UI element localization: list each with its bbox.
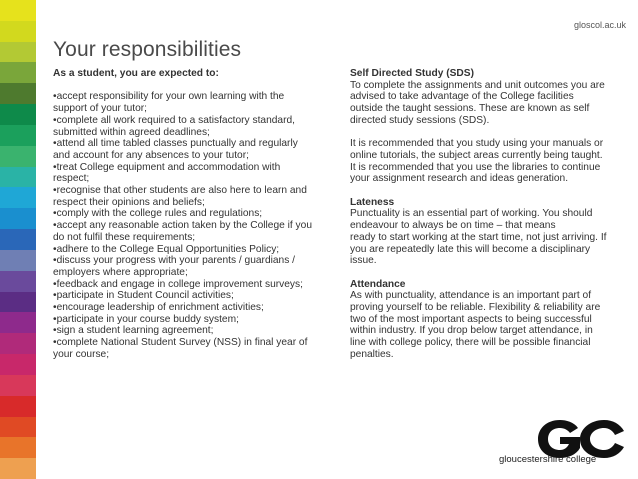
color-stripe: [0, 104, 36, 125]
responsibility-line: respect;: [53, 173, 90, 185]
color-stripe: [0, 187, 36, 208]
responsibilities-list: [53, 91, 331, 360]
color-stripe: [0, 375, 36, 396]
color-stripe: [0, 42, 36, 63]
color-stripe-bar: [0, 0, 36, 479]
color-stripe: [0, 292, 36, 313]
study-policies-column: [350, 68, 622, 361]
responsibility-line: support of your tutor;: [53, 103, 148, 115]
responsibility-line: •participate in your course buddy system;: [53, 313, 239, 325]
attendance-heading: Attendance: [350, 278, 406, 290]
color-stripe: [0, 333, 36, 354]
paragraph-line: outside the taught sessions. These are known as self: [350, 103, 590, 115]
responsibility-line: •sign a student learning agreement;: [53, 325, 214, 337]
color-stripe: [0, 437, 36, 458]
paragraph-line: It is recommended that you study using your manuals or: [350, 138, 604, 150]
site-url: gloscol.ac.uk: [573, 20, 626, 30]
paragraph-line: ready to start working at the start time, not just arriving. If: [350, 231, 607, 243]
responsibility-line: your course;: [53, 348, 110, 360]
responsibility-line: and account for any absences to your tutor;: [53, 149, 249, 161]
color-stripe: [0, 354, 36, 375]
responsibility-line: •discuss your progress with your parents / guardians /: [53, 255, 295, 267]
paragraph-line: online tutorials, the subject areas currently being taught.: [350, 149, 603, 161]
responsibility-line: employers where appropriate;: [53, 266, 188, 278]
paragraph-line: Punctuality is an essential part of working. You should: [350, 208, 593, 220]
sds-paragraph-2: [350, 138, 622, 185]
paragraph-line: within industry. If you drop below target attendance, in: [350, 325, 593, 337]
paragraph-line: two of the most important aspects to being successful: [350, 313, 592, 325]
paragraph-line: advised to take advantage of the College facilities: [350, 91, 574, 103]
paragraph-line: directed study sessions (SDS).: [350, 114, 490, 126]
color-stripe: [0, 458, 36, 479]
responsibility-line: •accept responsibility for your own learning with the: [53, 91, 285, 103]
paragraph-line: your assignment research and ideas generation.: [350, 173, 569, 185]
responsibility-line: •encourage leadership of enrichment activities;: [53, 302, 264, 314]
paragraph-line: line with college policy, there will be possible financial: [350, 337, 591, 349]
responsibility-line: •attend all time tabled classes punctually and regularly: [53, 138, 298, 150]
color-stripe: [0, 83, 36, 104]
responsibility-line: •comply with the college rules and regulations;: [53, 208, 263, 220]
responsibility-line: •complete National Student Survey (NSS) in final year of: [53, 337, 308, 349]
responsibility-line: •feedback and engage in college improvement surveys;: [53, 278, 303, 290]
paragraph-line: As with punctuality, attendance is an important part of: [350, 290, 592, 302]
responsibilities-heading: As a student, you are expected to:: [53, 68, 219, 79]
responsibility-line: •adhere to the College Equal Opportunities Policy;: [53, 243, 280, 255]
student-responsibilities-column: [53, 68, 331, 361]
paragraph-line: penalties.: [350, 348, 394, 360]
attendance-paragraph: [350, 290, 622, 360]
paragraph-line: proving yourself to be reliable. Flexibility & reliability are: [350, 302, 601, 314]
color-stripe: [0, 208, 36, 229]
color-stripe: [0, 125, 36, 146]
color-stripe: [0, 0, 36, 21]
paragraph-line: To complete the assignments and unit outcomes you are: [350, 79, 605, 91]
responsibility-line: submitted within agreed deadlines;: [53, 126, 210, 138]
color-stripe: [0, 396, 36, 417]
paragraph-line: you are repeatedly late this will become a disciplinary: [350, 243, 591, 255]
logo-caption: gloucestershire college: [499, 454, 597, 465]
lateness-paragraph: [350, 208, 622, 267]
color-stripe: [0, 21, 36, 42]
paragraph-line: issue.: [350, 255, 377, 267]
responsibility-line: •accept any reasonable action taken by the College if you: [53, 220, 312, 232]
paragraph-line: It is recommended that you use the libraries to continue: [350, 161, 601, 173]
color-stripe: [0, 62, 36, 83]
color-stripe: [0, 167, 36, 188]
sds-paragraph-1: [350, 80, 622, 127]
sds-heading: Self Directed Study (SDS): [350, 68, 474, 79]
color-stripe: [0, 417, 36, 438]
responsibility-line: do not fulfil these requirements;: [53, 231, 196, 243]
page-title: Your responsibilities: [53, 38, 242, 61]
color-stripe: [0, 229, 36, 250]
responsibility-line: respect their opinions and beliefs;: [53, 196, 205, 208]
color-stripe: [0, 271, 36, 292]
lateness-heading: Lateness: [350, 196, 395, 208]
responsibility-line: •complete all work required to a satisfactory standard,: [53, 114, 295, 126]
responsibility-line: •treat College equipment and accommodation with: [53, 161, 281, 173]
responsibility-line: •participate in Student Council activities;: [53, 290, 234, 302]
paragraph-line: endeavour to always be on time – that means: [350, 220, 556, 232]
color-stripe: [0, 146, 36, 167]
responsibility-line: •recognise that other students are also here to learn and: [53, 185, 307, 197]
color-stripe: [0, 250, 36, 271]
color-stripe: [0, 312, 36, 333]
